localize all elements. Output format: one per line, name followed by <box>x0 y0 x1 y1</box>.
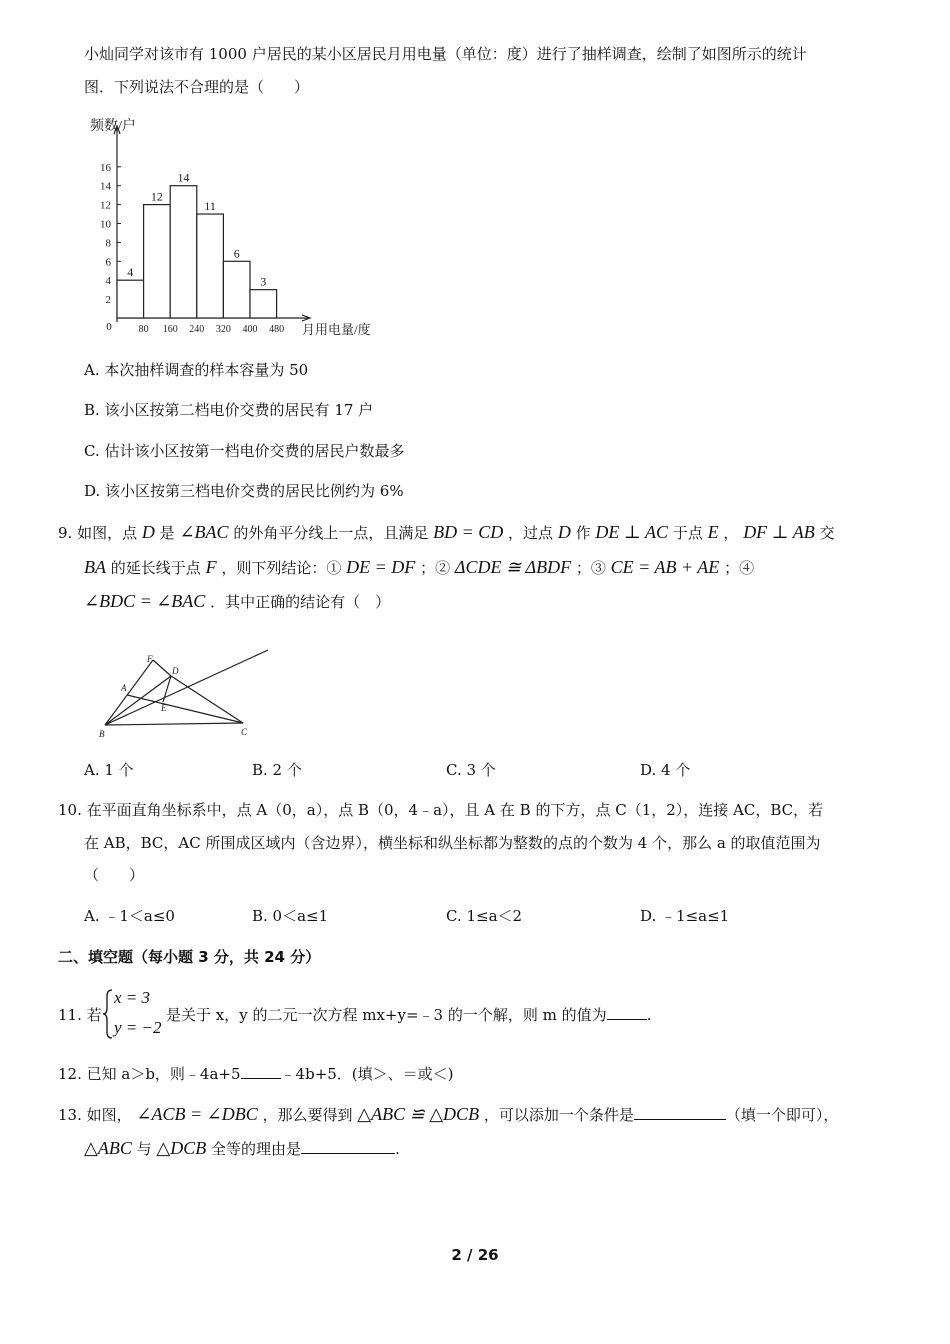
q9-text: ；③ <box>575 559 606 577</box>
q9-text: ；② <box>420 559 451 577</box>
bar-value-label: 6 <box>233 246 240 261</box>
x-tick-label: 480 <box>269 324 285 335</box>
q9-geometry-figure <box>95 640 275 740</box>
y-tick-label: 10 <box>100 218 111 231</box>
bar-value-label: 11 <box>204 199 216 214</box>
q8-stem-line1: 小灿同学对该市有 1000 户居民的某小区居民月用电量（单位：度）进行了抽样调查，绘制了如图所示的统计 <box>84 45 807 63</box>
bar-value-label: 4 <box>127 265 134 280</box>
q9-text: ，过点 <box>508 524 554 542</box>
q11-text: 是关于 x，y 的二元一次方程 mx+y=﹣3 的一个解，则 m 的值为 <box>166 1006 607 1024</box>
q10-line2: 在 AB，BC，AC 所围成区域内（含边界），横坐标和纵坐标都为整数的点的个数为 4 个，那么 a 的取值范围为 <box>84 834 821 852</box>
page-number: 2 / 26 <box>451 1246 499 1264</box>
segment-df <box>153 660 171 676</box>
q9-option-a: A. 1 个 <box>84 761 134 779</box>
q10-option-d: D. ﹣1≤a≤1 <box>640 907 730 925</box>
q11-answer-blank[interactable] <box>607 1005 647 1020</box>
q8-option-b: B. 该小区按第二档电价交费的居民有 17 户 <box>84 401 374 419</box>
q8-stem-line2: 图．下列说法不合理的是（ ） <box>84 78 310 96</box>
ray-ba-extension <box>105 650 268 725</box>
q9-conclusion-2: ΔCDE ≅ ΔBDF <box>454 557 572 577</box>
q11-body <box>166 1005 651 1025</box>
q9-line3 <box>84 591 390 612</box>
q9-point-e: E <box>707 522 719 542</box>
q9-text: 是 <box>159 524 175 542</box>
q11-system-eq2: y = −2 <box>114 1018 162 1037</box>
q9-line1 <box>58 522 835 543</box>
bar <box>144 205 171 318</box>
q11-end: . <box>646 1006 652 1024</box>
q9-df-ab: DF ⊥ AB <box>743 522 815 542</box>
q13-text: （填一个即可）， <box>725 1106 839 1124</box>
y-tick-label: 16 <box>100 161 111 174</box>
origin-label: 0 <box>106 321 112 333</box>
q9-text: 的延长线于点 <box>110 559 201 577</box>
bar-value-label: 12 <box>150 189 163 204</box>
q13-line1 <box>58 1104 838 1125</box>
segment-dc <box>171 676 243 723</box>
q9-text: ，则下列结论：① <box>221 559 342 577</box>
q9-num: 9. 如图，点 <box>58 524 138 542</box>
bar <box>223 261 250 318</box>
q9-point-d: D <box>141 522 155 542</box>
q13-text: 与 <box>136 1140 152 1158</box>
fig-label-a: A <box>121 683 127 693</box>
x-tick-label: 80 <box>138 324 149 335</box>
y-tick-label: 12 <box>100 199 111 212</box>
q10-line1: 10. 在平面直角坐标系中，点 A（0，a），点 B（0，4﹣a），且 A 在 B 的下方，点 C（1，2），连接 AC，BC，若 <box>58 801 824 819</box>
fig-label-b: B <box>99 729 105 739</box>
segment-ac <box>127 695 243 723</box>
segment-de <box>163 676 171 702</box>
x-axis-title: 月用电量/度 <box>302 322 371 337</box>
q9-conclusion-1: DE = DF <box>346 557 416 577</box>
q8-option-c: C. 估计该小区按第一档电价交费的居民户数最多 <box>84 442 405 460</box>
fig-label-c: C <box>241 727 248 737</box>
q13-line2 <box>84 1138 400 1159</box>
x-tick-label: 400 <box>242 324 258 335</box>
x-tick-label: 160 <box>162 324 178 335</box>
bar-value-label: 3 <box>260 274 267 289</box>
q13-triangle-abc: △ABC <box>84 1138 132 1158</box>
y-tick-label: 8 <box>105 237 111 250</box>
fig-label-f: F <box>147 654 153 664</box>
x-tick-label: 240 <box>189 324 205 335</box>
q9-option-c: C. 3 个 <box>446 761 496 779</box>
q9-angle-bac: ∠BAC <box>179 522 229 542</box>
q12-answer-blank[interactable] <box>241 1064 281 1079</box>
q11-brace-icon <box>102 988 114 1040</box>
histogram-chart <box>80 112 400 344</box>
q13-end: . <box>395 1140 400 1158</box>
q11-num: 11. 若 <box>58 1006 102 1024</box>
segment-bf <box>105 660 153 725</box>
q8-option-a: A. 本次抽样调查的样本容量为 50 <box>84 361 309 379</box>
q10-option-a: A. ﹣1＜a≤0 <box>84 907 175 925</box>
q12-text-b: ﹣4b+5．(填＞、＝或＜) <box>280 1065 454 1083</box>
q9-conclusion-4: ∠BDC = ∠BAC <box>84 591 206 611</box>
q10-option-c: C. 1≤a＜2 <box>446 907 523 925</box>
y-axis-title: 频数/户 <box>90 119 136 134</box>
q13-condition-blank[interactable] <box>634 1105 726 1120</box>
q9-ba: BA <box>84 557 106 577</box>
bar <box>250 290 277 318</box>
y-tick-label: 6 <box>105 256 111 269</box>
y-tick-label: 2 <box>105 294 111 307</box>
q11-system-eq1: x = 3 <box>114 988 151 1007</box>
q9-text: ；④ <box>724 559 755 577</box>
bar <box>170 186 197 318</box>
q9-point-d2: D <box>557 522 571 542</box>
q13-text: ，那么要得到 <box>262 1106 353 1124</box>
bar <box>197 214 224 318</box>
section-title: 二、填空题（每小题 3 分，共 24 分） <box>58 948 321 966</box>
q9-point-f: F <box>205 557 217 577</box>
q9-text: ， <box>723 524 739 542</box>
q13-triangle-dcb: △DCB <box>156 1138 207 1158</box>
segment-bc <box>105 723 243 725</box>
y-tick-label: 4 <box>105 275 111 288</box>
q9-option-b: B. 2 个 <box>252 761 302 779</box>
segment-bd <box>105 676 171 725</box>
q13-text: ，可以添加一个条件是 <box>483 1106 634 1124</box>
q9-text: 的外角平分线上一点，且满足 <box>233 524 429 542</box>
q9-conclusion-3: CE = AB + AE <box>610 557 720 577</box>
fig-label-e: E <box>161 703 167 713</box>
y-tick-label: 14 <box>100 180 111 193</box>
q12-text-a: 12. 已知 a＞b，则﹣4a+5 <box>58 1065 241 1083</box>
fig-label-d: D <box>172 666 179 676</box>
q9-de-ac: DE ⊥ AC <box>595 522 669 542</box>
q13-congruence: △ABC ≌ △DCB <box>357 1104 480 1124</box>
q10-option-b: B. 0＜a≤1 <box>252 907 329 925</box>
q12-line <box>58 1064 454 1084</box>
q9-bd-cd: BD = CD <box>433 522 504 542</box>
q13-num: 13. 如图， <box>58 1106 132 1124</box>
q9-text: 作 <box>575 524 591 542</box>
q13-angle-eq: ∠ACB = ∠DBC <box>136 1104 258 1124</box>
bar-value-label: 14 <box>177 170 190 185</box>
q13-text: 全等的理由是 <box>211 1140 302 1158</box>
x-tick-label: 320 <box>215 324 231 335</box>
q13-reason-blank[interactable] <box>301 1139 395 1154</box>
q10-line3: （ ） <box>84 866 145 884</box>
q9-line2 <box>84 557 754 578</box>
bar <box>117 280 144 318</box>
q9-text: 交 <box>819 524 835 542</box>
q9-option-d: D. 4 个 <box>640 761 691 779</box>
q9-text: ．其中正确的结论有（ ） <box>210 593 391 611</box>
q8-option-d: D. 该小区按第三档电价交费的居民比例约为 6% <box>84 482 404 500</box>
q9-text: 于点 <box>672 524 703 542</box>
